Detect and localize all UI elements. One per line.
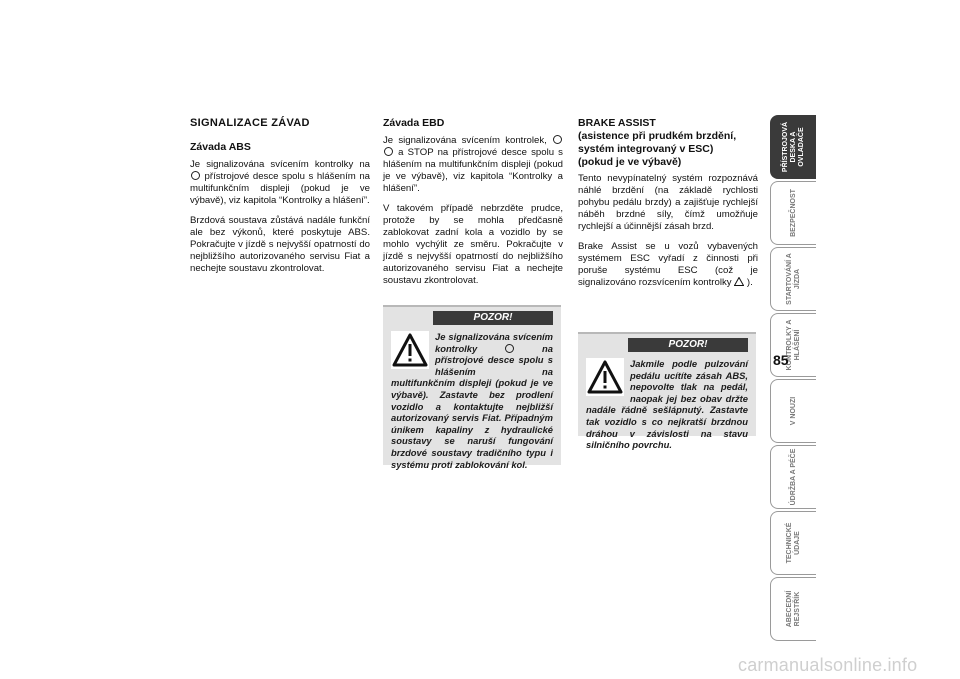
subheading-abs: Závada ABS (190, 141, 251, 153)
column-signalizace (190, 117, 370, 283)
brake-warning-light-icon (505, 344, 514, 353)
warning-box-ebd (383, 305, 561, 470)
paragraph: Tento nevypínatelný systém rozpoznává náhlé brzdění (na základě rychlosti pohybu pedálu brzdy) a zajišťuje rychlejší náběh brzdné síly, čímž umožňuje rychlejší a účinnější zásah brzd. (578, 173, 758, 232)
subheading-ebd: Závada EBD (383, 117, 445, 129)
warning-triangle-icon (586, 358, 624, 396)
watermark: carmanualsonline.info (738, 655, 918, 675)
tab-udrzba[interactable]: ÚDRŽBA A PÉČE (770, 445, 816, 509)
tab-kontrolky[interactable]: KONTROLKY A HLÁŠENÍ (770, 313, 816, 377)
warning-text: Jakmile podle pulzování pedálu ucítíte zásah ABS, nepovolte tlak na pedál, naopak jej bez obav držte nadále řádně sešlápnutý. Zastavte tak vozidlo s co nejkratší brzdnou dráhou v závislosti na stavu silničního povrchu. (586, 358, 748, 451)
section-heading: SIGNALIZACE ZÁVAD (190, 117, 310, 129)
column-brake-assist (578, 117, 758, 297)
page-number: 85 (773, 352, 789, 368)
tab-startovani[interactable]: STARTOVÁNÍ A JÍZDA (770, 247, 816, 311)
heading-brake-assist: BRAKE ASSIST (asistence při prudkém brzdění, systém integrovaný v ESC) (pokud je ve výbavě) (578, 117, 737, 168)
paragraph: V takovém případě nebrzděte prudce, protože by se mohla předčasně zablokovat zadní kola a vozidlo by se mohlo vychýlit ze směru. Pokračujte v jízdě s nejvyšší opatrností do nejbližšího autorizovaného servisu Fiat a nechejte soustavu zkontrolovat. (383, 203, 563, 286)
tab-pristrojova-deska[interactable]: PŘÍSTROJOVÁ DESKA A OVLADAČE (770, 115, 816, 179)
column-ebd (383, 117, 563, 295)
warning-text: Je signalizována svícením kontrolky na přístrojové desce spolu s hlášením na multifunkčním displeji (pokud je ve výbavě). Zastavte bez prodlení vozidlo a kontaktujte nejbližší autorizovaný servis Fiat. Případným únikem kapaliny z hydraulické soustavy se naruší fungování brzdové soustavy tradičního typu i systému proti zablokování kol. (391, 331, 553, 470)
warning-title: POZOR! (433, 311, 553, 325)
paragraph: Brzdová soustava zůstává nadále funkční ale bez výkonů, které poskytuje ABS. Pokračujte v jízdě s nejvyšší opatrností do nejbližšího autorizovaného servisu Fiat a nechejte soustavu zkontrolovat. (190, 215, 370, 274)
warning-title: POZOR! (628, 338, 748, 352)
tab-technicke-udaje[interactable]: TECHNICKÉ ÚDAJE (770, 511, 816, 575)
esc-warning-light-icon (734, 277, 744, 286)
tab-bezpecnost[interactable]: BEZPEČNOST (770, 181, 816, 245)
warning-triangle-icon (391, 331, 429, 369)
abs-warning-light-icon (553, 135, 562, 144)
warning-box-brake-assist (578, 332, 756, 451)
brake-warning-light-icon (384, 147, 393, 156)
tab-rejstrik[interactable]: ABECEDNÍ REJSTŘÍK (770, 577, 816, 641)
abs-warning-light-icon (191, 171, 200, 180)
paragraph: Je signalizována svícením kontrolek, a STOP na přístrojové desce spolu s hlášením na multifunkčním displeji (pokud je ve výbavě), viz kapitola “Kontrolky a hlášení”. (383, 135, 563, 194)
tab-v-nouzi[interactable]: V NOUZI (770, 379, 816, 443)
paragraph: Je signalizována svícením kontrolky na přístrojové desce spolu s hlášením na multifunkčním displeji (pokud je ve výbavě), viz kapitola “Kontrolky a hlášení”. (190, 159, 370, 206)
paragraph: Brake Assist se u vozů vybavených systémem ESC vyřadí z činnosti při poruše systému ESC (což je signalizováno rozsvícením kontrolky ). (578, 241, 758, 288)
